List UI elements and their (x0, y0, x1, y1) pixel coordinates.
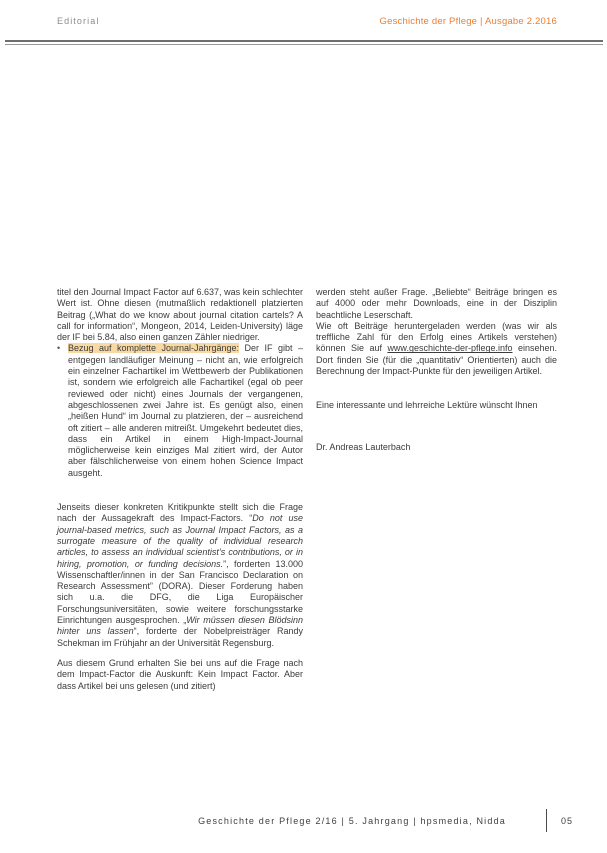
bullet-icon: • (57, 343, 61, 354)
paragraph (316, 400, 557, 411)
footer-divider (546, 809, 547, 832)
header-issue-label: Geschichte der Pflege | Ausgabe 2.2016 (379, 16, 557, 27)
text-column-left (57, 287, 303, 692)
text-run: werden steht außer Frage. „Beliebte“ Beiträge bringen es auf 4000 oder mehr Downloads, eine in der Disziplin beachtliche Leserschaft. (316, 287, 557, 320)
paragraph (316, 442, 557, 453)
text-run: Wie oft Beiträge heruntergeladen werden (was wir als treffliche Zahl für den Erfolg eines Artikels verstehen) können Sie auf (316, 320, 557, 354)
text-run: Eine interessante und lehrreiche Lektüre wünscht Ihnen (316, 400, 538, 411)
text-run: Bezug auf komplette Journal-Jahrgänge: (68, 343, 240, 354)
footer-page-number: 05 (561, 816, 574, 826)
paragraph (316, 321, 557, 377)
bullet-paragraph (57, 343, 303, 479)
paragraph (316, 287, 557, 321)
text-run: Do not use journal-based metrics, such as Journal Impact Factors, as a surrogate measure of the quality of individual research articles, to assess an individual scientist’s contributions, or in hiring, promotion, or funding decisions. (57, 513, 304, 569)
paragraph (57, 287, 303, 343)
website-link[interactable]: www.geschichte-der-pflege.info (387, 343, 513, 354)
text-run: titel den Journal Impact Factor auf 6.637, was kein schlechter Wert ist. Ohne diesen (mutmaßlich redaktionell platzierten Beitrag („What do we know about journal citation cartels? A call for information“, Mongeon, 2014, Leiden-University) läge der IF bei 5.84, also einen ganzen Zähler niedriger. (57, 287, 303, 343)
header-rule (5, 40, 603, 45)
text-run: Der IF gibt – entgegen landläufiger Meinung – nicht an, wie erfolgreich ein einzelner Fachartikel im Wettbewerb der Publikationen ist, sondern wie erfolgreich alle Fachartikel (egal ob peer reviewed oder nicht) eines Journals der vergangenen, abgeschlossenen zwei Jahre ist. Es genügt also, einen „heißen Hund“ im Journal zu platzieren, der – ausreichend oft zitiert – alle anderen mitreißt. Umgekehrt bedeutet dies, dass ein Artikel in einem High-Impact-Journal möglicherweise kein einziges Mal zitiert wird, der Autor aber fälschlicherweise von einem hohen Science Impact ausgeht. (68, 343, 303, 478)
body-columns (57, 287, 557, 692)
text-run: Aus diesem Grund erhalten Sie bei uns auf die Frage nach dem Impact-Factor die Auskunft: Kein Impact Factor. Aber dass Artikel bei uns gelesen (und zitiert) (57, 657, 303, 691)
text-column-right (316, 287, 557, 692)
header-section-label: Editorial (57, 16, 100, 26)
text-run: Jenseits dieser konkreten Kritikpunkte stellt sich die Frage nach der Aussagekraft des Impact-Factors. “ (57, 502, 303, 524)
text-run: einsehen. Dort finden Sie (für die „quantitativ“ Orientierten) auch die Berechnung der Impact-Punkte für den jeweiligen Artikel. (316, 343, 558, 377)
text-run: “, forderte der Nobelpreisträger Randy Schekman im Frühjahr an der Universität Regensburg. (57, 626, 303, 648)
text-run: ”, forderten 13.000 Wissenschaftler/innen in der San Francisco Declaration on Research Assessment” (DORA). Dieser Forderung haben sich u.a. die DFG, die Liga Europäischer Forschungsuniversitäten, sowie weitere forschungsstarke Einrichtungen ausgesprochen. „ (57, 558, 303, 626)
text-run: Wir müssen diesen Blödsinn hinter uns lassen (57, 615, 303, 637)
paragraph (57, 502, 303, 649)
paragraph (57, 658, 303, 692)
footer-imprint: Geschichte der Pflege 2/16 | 5. Jahrgang | hpsmedia, Nidda (198, 816, 506, 826)
text-run: Dr. Andreas Lauterbach (316, 441, 411, 452)
